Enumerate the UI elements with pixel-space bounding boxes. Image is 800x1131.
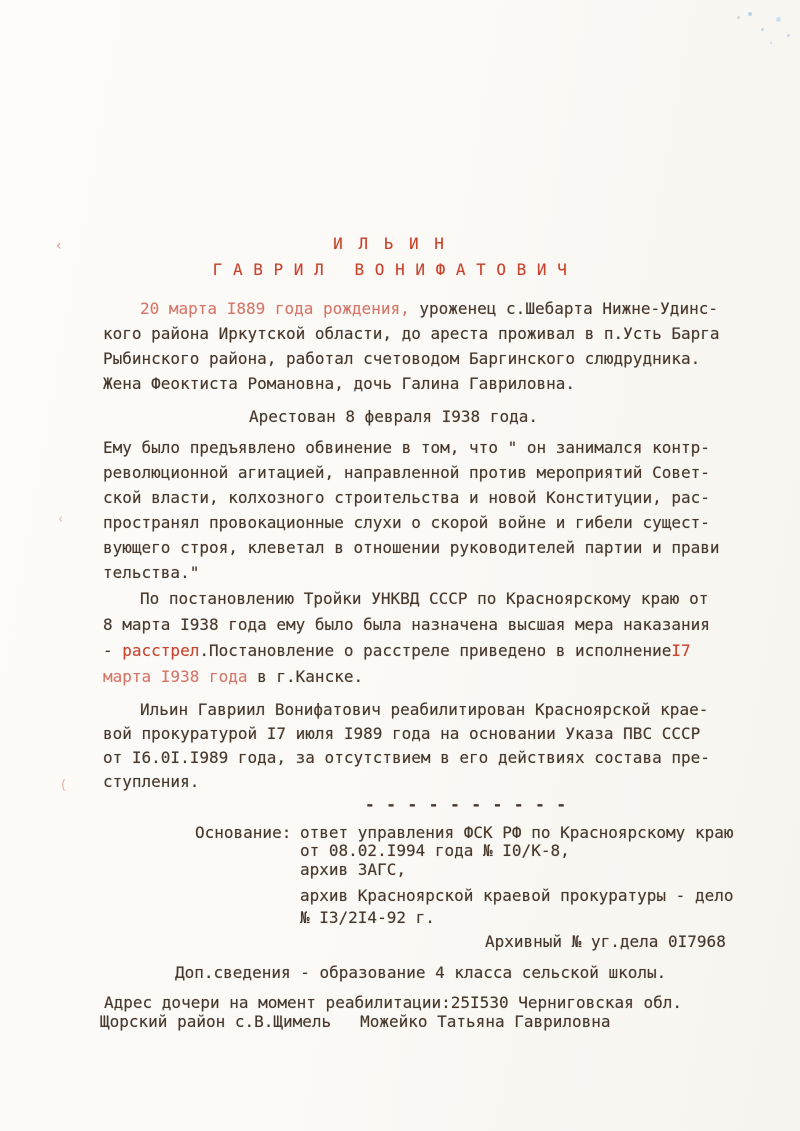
title-surname: И Л Ь И Н [333,234,447,253]
text-line: от I6.0I.I989 года, за отсутствием в его действиях состава пре- [103,748,710,767]
arrest-line [249,404,538,429]
text-segment: в г.Канске. [247,667,364,686]
text-line [140,296,720,321]
text-line: революционной агитацией, направленной против мероприятий Совет- [103,463,710,482]
margin-mark: ‹ [56,238,62,254]
stamp-speckle [761,28,764,31]
paragraph-rehabilitation [103,698,710,794]
text-line: ступления. [103,772,200,791]
paragraph-birth-info [103,296,720,396]
text-line: Рыбинского района, работал счетоводом Баргинского слюдрудника. [103,349,701,368]
daughter-address-line1 [104,994,682,1012]
basis-case-number [300,905,435,930]
ink-smudge [737,16,740,19]
basis-label [195,820,291,845]
text-line: вой прокуратурой I7 июля I989 года на основании Указа ПВС СССР [103,724,701,743]
date-red-text: марта I938 года [103,667,248,686]
divider-dashes [365,792,567,817]
text-line: Основание: [195,823,292,842]
text-line: ответ управления ФСК РФ по Красноярскому краю [300,823,734,842]
stamp-speckle [748,12,752,16]
text-line: - - - - - - - - - - [365,795,568,814]
text-segment: - [103,641,123,660]
paragraph-accusation [103,435,720,585]
document-title [0,231,780,283]
text-line: По постановлению Тройки УНКВД СССР по Красноярскому краю от [140,589,709,608]
text-line: Щорский район с.В.Щимель Можейко Татьяна Гавриловна [100,1012,611,1031]
text-line: Ильин Гавриил Вонифатович реабилитирован Красноярской крае- [140,700,709,719]
text-line: архив ЗАГС, [300,860,406,879]
text-line: кого района Иркутской области, до ареста проживал в п.Усть Барга [103,324,720,343]
text-line: № I3/2I4-92 г. [300,908,435,927]
archive-number-line [485,929,726,954]
text-line: вующего строя, клеветал в отношении руководителей партии и прави [103,538,720,557]
text-line: Адрес дочери на момент реабилитации:25I530 Черниговская обл. [104,993,682,1012]
title-name-patronymic: Г А В Р И Л В О Н И Ф А Т О В И Ч [212,260,568,279]
text-line: Ему было предъявлено обвинение в том, что " он занимался контр- [103,438,710,457]
stamp-speckle [787,34,790,37]
birth-date-red-text: 20 марта I889 года рождения, [140,299,410,318]
text-line: Архивный № уг.дела 0I7968 [485,932,726,951]
stamp-speckle [770,42,772,44]
text-line: тельства." [103,563,200,582]
text-line: Жена Феоктиста Романовна, дочь Галина Гавриловна. [103,374,576,393]
text-line: от 08.02.I994 года № I0/К-8, [300,841,570,860]
text-segment: уроженец с.Шебарта Нижне-Удинс- [409,299,718,318]
daughter-address-line2 [100,1013,611,1031]
execution-word-red-text: расстрел [122,641,200,660]
stamp-speckle [776,17,781,22]
text-line: 8 марта I938 года ему было была назначена высшая мера наказания [103,615,710,634]
paragraph-sentence [103,586,710,690]
basis-source-zags [300,857,406,882]
date-red-text: I7 [671,641,691,660]
additional-info-line [175,960,666,985]
text-line [103,638,710,664]
text-line [103,664,710,690]
text-line: архив Красноярской краевой прокуратуры - дело [300,886,734,905]
text-segment: .Постановление о расстреле приведено в исполнение [199,641,672,660]
text-line: ской власти, колхозного строительства и новой Конституции, рас- [103,488,710,507]
margin-mark: ‹ [58,512,64,527]
text-line: Арестован 8 февраля I938 года. [249,407,538,426]
margin-mark: ( [61,778,67,793]
text-line: пространял провокационные слухи о скорой войне и гибели сущест- [103,513,710,532]
text-line: Доп.сведения - образование 4 класса сельской школы. [175,963,667,982]
